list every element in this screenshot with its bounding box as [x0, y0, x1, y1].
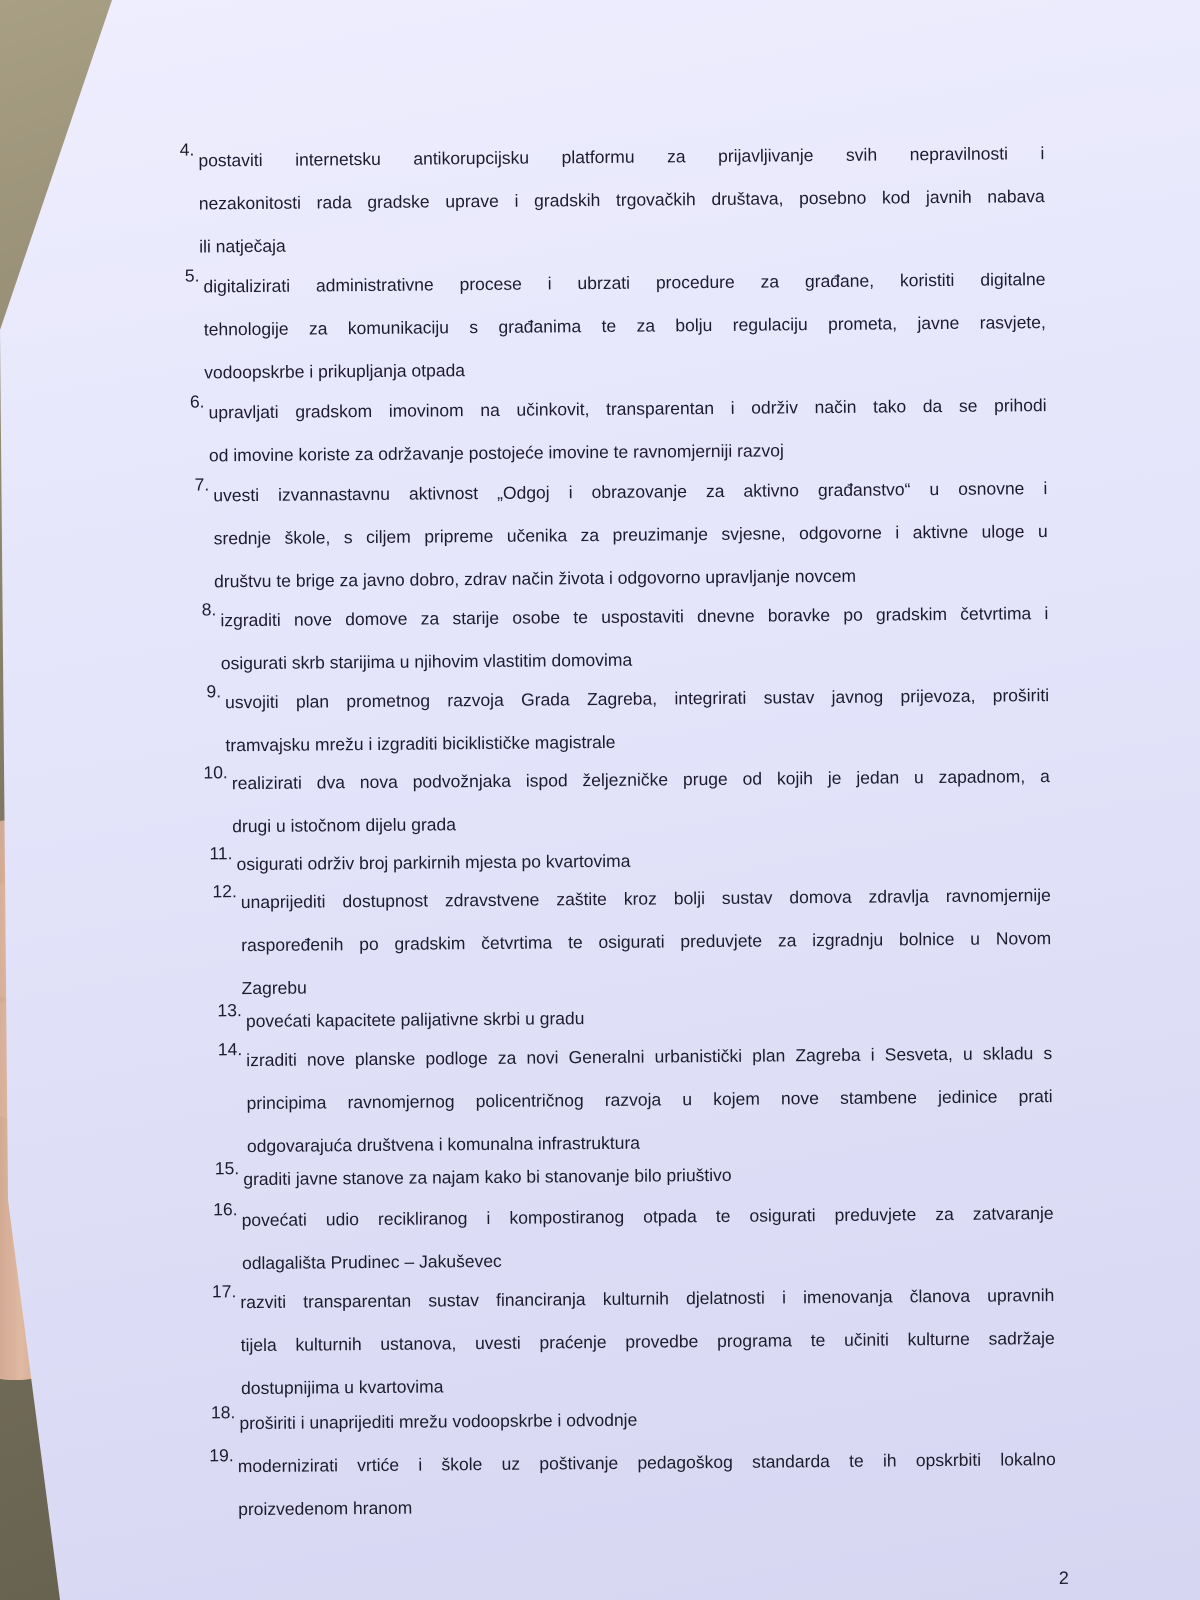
list-item	[201, 592, 1049, 685]
list-item-line: izgraditi nove domove za starije osobe te uspostaviti dnevne boravke po gradskim četvrtima i	[220, 603, 1049, 631]
list-item-number: 11.	[209, 843, 233, 864]
list-item	[189, 384, 1047, 477]
list-item-line: povećati kapacitete palijativne skrbi u gradu	[245, 1008, 585, 1032]
list-item-line: odlagališta Prudinec – Jakuševec	[241, 1250, 502, 1274]
list-item	[213, 1192, 1054, 1285]
list-item-number: 8.	[201, 599, 217, 620]
list-item-line: od imovine koriste za održavanje postojeće imovine te ravnomjerniji razvoj	[208, 440, 784, 466]
list-item-line: Zagrebu	[241, 977, 307, 999]
list-item-line: osigurati održiv broj parkirnih mjesta po kvartovima	[236, 850, 631, 875]
list-item-line: osigurati skrb starijima u njihovim vlastitim domovima	[220, 649, 633, 674]
page-number: 2	[1058, 1567, 1069, 1589]
list-item-line: društvu te brige za javno dobro, zdrav način života i odgovorno upravljanje novcem	[213, 565, 857, 592]
list-item-number: 12.	[212, 881, 237, 902]
list-item	[211, 1274, 1055, 1410]
list-item-line: tramvajsku mrežu i izgraditi biciklističke magistrale	[225, 731, 616, 756]
list-item-number: 7.	[194, 474, 210, 495]
list-item	[194, 467, 1048, 603]
list-item-number: 4.	[179, 139, 195, 160]
list-item-number: 6.	[189, 391, 205, 412]
list-item	[212, 874, 1052, 1010]
list-item-line: vodoopskrbe i prikupljanja otpada	[204, 360, 466, 383]
list-item-number: 19.	[209, 1445, 234, 1466]
list-item-line: upravljati gradskom imovinom na učinkovit, transparentan i održiv način tako da se prihodi	[208, 395, 1047, 423]
list-item-line: postaviti internetsku antikorupcijsku platformu za prijavljivanje svih nepravilnosti i	[198, 143, 1045, 171]
list-item-number: 17.	[211, 1281, 237, 1302]
list-item-line: unaprijediti dostupnost zdravstvene zaštite kroz bolji sustav domova zdravlja ravnomjernije	[240, 885, 1051, 913]
list-item-number: 10.	[203, 762, 228, 783]
list-item-number: 15.	[214, 1158, 240, 1179]
list-item-number: 9.	[206, 681, 222, 702]
list-item-line: odgovarajuća društvena i komunalna infrastruktura	[246, 1132, 641, 1157]
list-item-line: dostupnijima u kvartovima	[241, 1376, 444, 1399]
list-item-number: 16.	[213, 1199, 238, 1220]
list-item-number: 13.	[217, 1000, 242, 1021]
list-item-number: 14.	[217, 1039, 243, 1060]
list-item	[203, 755, 1051, 848]
list-item-line: usvojiti plan prometnog razvoja Grada Zagreba, integrirati sustav javnog prijevoza, proširiti	[225, 685, 1050, 713]
list-item	[217, 1032, 1053, 1168]
list-item-line: povećati udio recikliranog i kompostiranog otpada te osigurati preduvjete za zatvaranje	[241, 1203, 1054, 1231]
list-item-line: principima ravnomjernog policentričnog razvoja u kojem nove stambene jedinice prati	[246, 1086, 1053, 1114]
list-item-line: razviti transparentan sustav financiranja kulturnih djelatnosti i imenovanja članova upravnih	[240, 1285, 1055, 1313]
list-item-line: tehnologije za komunikaciju s građanima te za bolju regulaciju prometa, javne rasvjete,	[203, 312, 1046, 340]
list-item-line: modernizirati vrtiće i škole uz poštivanje pedagoškog standarda te ih opskrbiti lokalno	[237, 1449, 1056, 1477]
list-item-line: izraditi nove planske podloge za novi Generalni urbanistički plan Zagreba i Sesveta, u skladu s	[246, 1043, 1053, 1071]
list-item-line: raspoređenih po gradskim četvrtima te osigurati preduvjete za izgradnju bolnice u Novom	[241, 928, 1052, 956]
list-item	[206, 674, 1050, 767]
list-item-number: 18.	[210, 1402, 236, 1423]
list-item-line: realizirati dva nova podvožnjaka ispod željezničke pruge od kojih je jedan u zapadnom, a	[231, 766, 1050, 794]
list-item	[210, 1395, 1055, 1445]
list-item-line: ili natječaja	[199, 235, 286, 257]
list-item-line: nezakonitosti rada gradske uprave i gradskih trgovačkih društava, posebno kod javnih nabava	[198, 186, 1045, 214]
list-item-line: uvesti izvannastavnu aktivnost „Odgoj i obrazovanje za aktivno građanstvo“ u osnovne i	[213, 478, 1048, 506]
list-item	[179, 132, 1045, 268]
list-item-line: digitalizirati administrativne procese i ubrzati procedure za građane, koristiti digitalne	[203, 269, 1046, 297]
list-item-line: proširiti i unaprijediti mrežu vodoopskrbe i odvodnje	[239, 1409, 638, 1434]
list-item-line: drugi u istočnom dijelu grada	[232, 814, 457, 837]
list-item	[209, 1438, 1057, 1531]
list-item-line: proizvedenom hranom	[238, 1497, 413, 1520]
list-item-line: tijela kulturnih ustanova, uvesti praćenje provedbe programa te učiniti kulturne sadržaje	[240, 1328, 1055, 1356]
list-item-line: graditi javne stanove za najam kako bi stanovanje bilo priuštivo	[243, 1164, 732, 1190]
list-item	[184, 258, 1046, 394]
list-item-line: srednje škole, s ciljem pripreme učenika za preuzimanje svjesne, odgovorne i aktivne uloge u	[213, 521, 1048, 549]
list-item-number: 5.	[184, 265, 200, 286]
